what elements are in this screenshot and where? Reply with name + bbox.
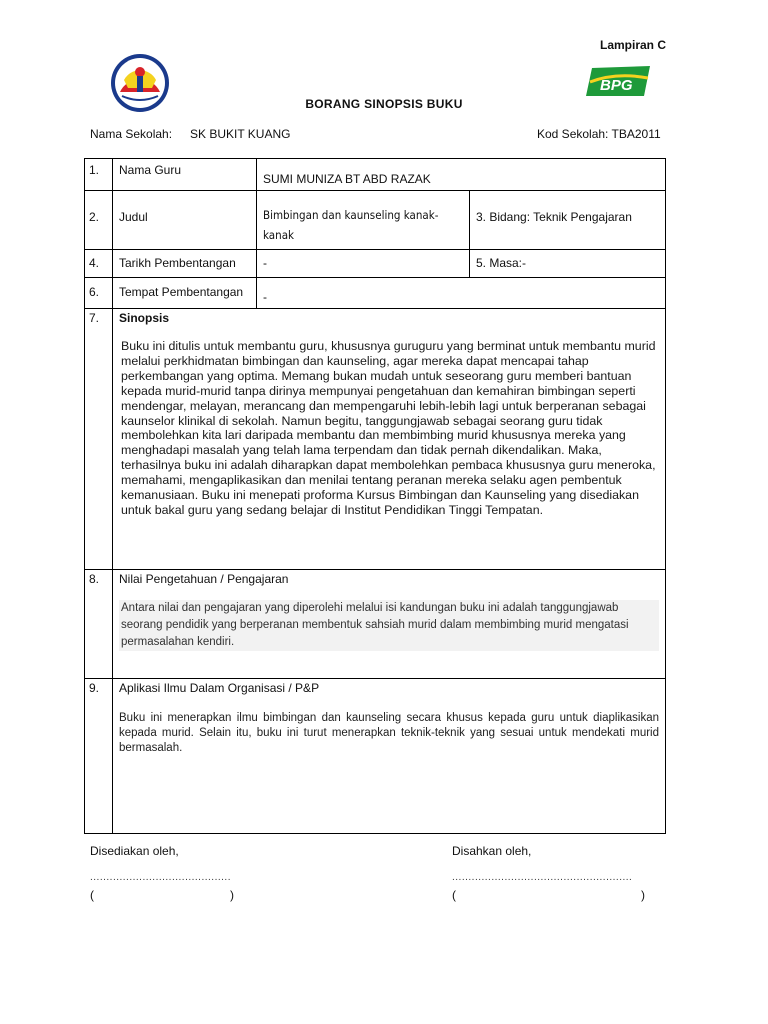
approved-paren-close: )	[641, 888, 645, 902]
row-number: 8.	[85, 570, 113, 679]
bpg-logo-text: BPG	[600, 77, 633, 94]
row-number: 6.	[85, 278, 113, 309]
value-tempat: -	[263, 290, 267, 304]
value-judul: Bimbingan dan kaunseling kanak-kanak	[263, 208, 439, 242]
row-nama-guru	[85, 159, 666, 191]
lampiran-label: Lampiran C	[600, 38, 667, 52]
label-tempat: Tempat Pembentangan	[119, 285, 244, 299]
approved-signature-line: .......................................................	[452, 872, 633, 883]
approved-by-label: Disahkan oleh,	[452, 844, 532, 858]
value-bidang: 3. Bidang: Teknik Pengajaran	[476, 210, 632, 224]
row-number: 7.	[85, 309, 113, 570]
bpg-logo	[586, 64, 652, 98]
synopsis-text: Buku ini ditulis untuk membantu guru, khususnya guruguru yang berminat untuk membantu murid melalui perkhidmatan bimbingan dan kaunseling, agar mereka dapat mencapai tahap perkembangan yang optima. Memang bukan mudah untuk seseorang guru memberi bantuan kepada murid-murid tanpa dirinya mempunyai pengetahuan dan kemahiran bimbingan seperti mendengar, melayan, merancang dan mempengaruhi lebih-lebih lagi untuk berperanan sebagai kaunselor klinikal di sekolah. Namun begitu, tanggungjawab sebagai seorang guru tidak membolehkan kita lari daripada membantu dan membimbing murid khususnya mereka yang menghadapi masalah yang telah lama terpendam dan tidak pernah dikendalikan. Maka, terhasilnya buku ini adalah diharapkan dapat membolehkan pembaca khususnya guru meneroka, memahami, mengaplikasikan dan menilai tentang peranan mereka selaku agen pembentuk kemanusiaan. Buku ini menepati proforma Kursus Bimbingan dan Kaunseling yang disediakan untuk bakal guru yang sedang belajar di Institut Pendidikan Tinggi Tempatan.	[121, 339, 656, 517]
row-tarikh	[85, 250, 666, 278]
label-judul: Judul	[119, 210, 148, 224]
label-tarikh: Tarikh Pembentangan	[119, 256, 236, 270]
prepared-by-label: Disediakan oleh,	[90, 844, 179, 858]
row-judul	[85, 191, 666, 250]
prepared-paren-open: (	[90, 888, 94, 902]
label-aplikasi: Aplikasi Ilmu Dalam Organisasi / P&P	[119, 681, 320, 695]
label-sinopsis: Sinopsis	[119, 311, 170, 325]
value-tarikh: -	[263, 256, 267, 270]
aplikasi-text: Buku ini menerapkan ilmu bimbingan dan kaunseling secara khusus kepada guru untuk diaplikasikan kepada murid. Selain itu, buku ini turut menerapkan teknik-teknik yang sesuai untuk mendekati murid bermasalah.	[119, 712, 659, 754]
row-number: 2.	[85, 191, 113, 250]
label-nilai: Nilai Pengetahuan / Pengajaran	[119, 572, 289, 586]
nilai-text: Antara nilai dan pengajaran yang diperolehi melalui isi kandungan buku ini adalah tanggungjawab seorang pendidik yang berperanan membentuk sahsiah murid dalam membimbing murid mengatasi permasalahan kendiri.	[119, 600, 659, 651]
row-nilai	[85, 570, 666, 679]
school-code: Kod Sekolah: TBA2011	[537, 127, 661, 141]
value-nama-guru: SUMI MUNIZA BT ABD RAZAK	[263, 172, 431, 186]
row-number: 9.	[85, 679, 113, 834]
value-masa: 5. Masa:-	[476, 256, 527, 270]
row-number: 1.	[85, 159, 113, 191]
school-value: SK BUKIT KUANG	[190, 127, 291, 141]
synopsis-form-table	[84, 158, 666, 834]
prepared-paren-close: )	[230, 888, 234, 902]
prepared-signature-line: ...........................................	[90, 872, 231, 883]
row-sinopsis	[85, 309, 666, 570]
label-nama-guru: Nama Guru	[119, 163, 182, 177]
page-title: BORANG SINOPSIS BUKU	[305, 97, 463, 111]
school-label: Nama Sekolah:	[90, 127, 173, 141]
row-number: 4.	[85, 250, 113, 278]
row-aplikasi	[85, 679, 666, 834]
approved-paren-open: (	[452, 888, 456, 902]
row-tempat	[85, 278, 666, 309]
